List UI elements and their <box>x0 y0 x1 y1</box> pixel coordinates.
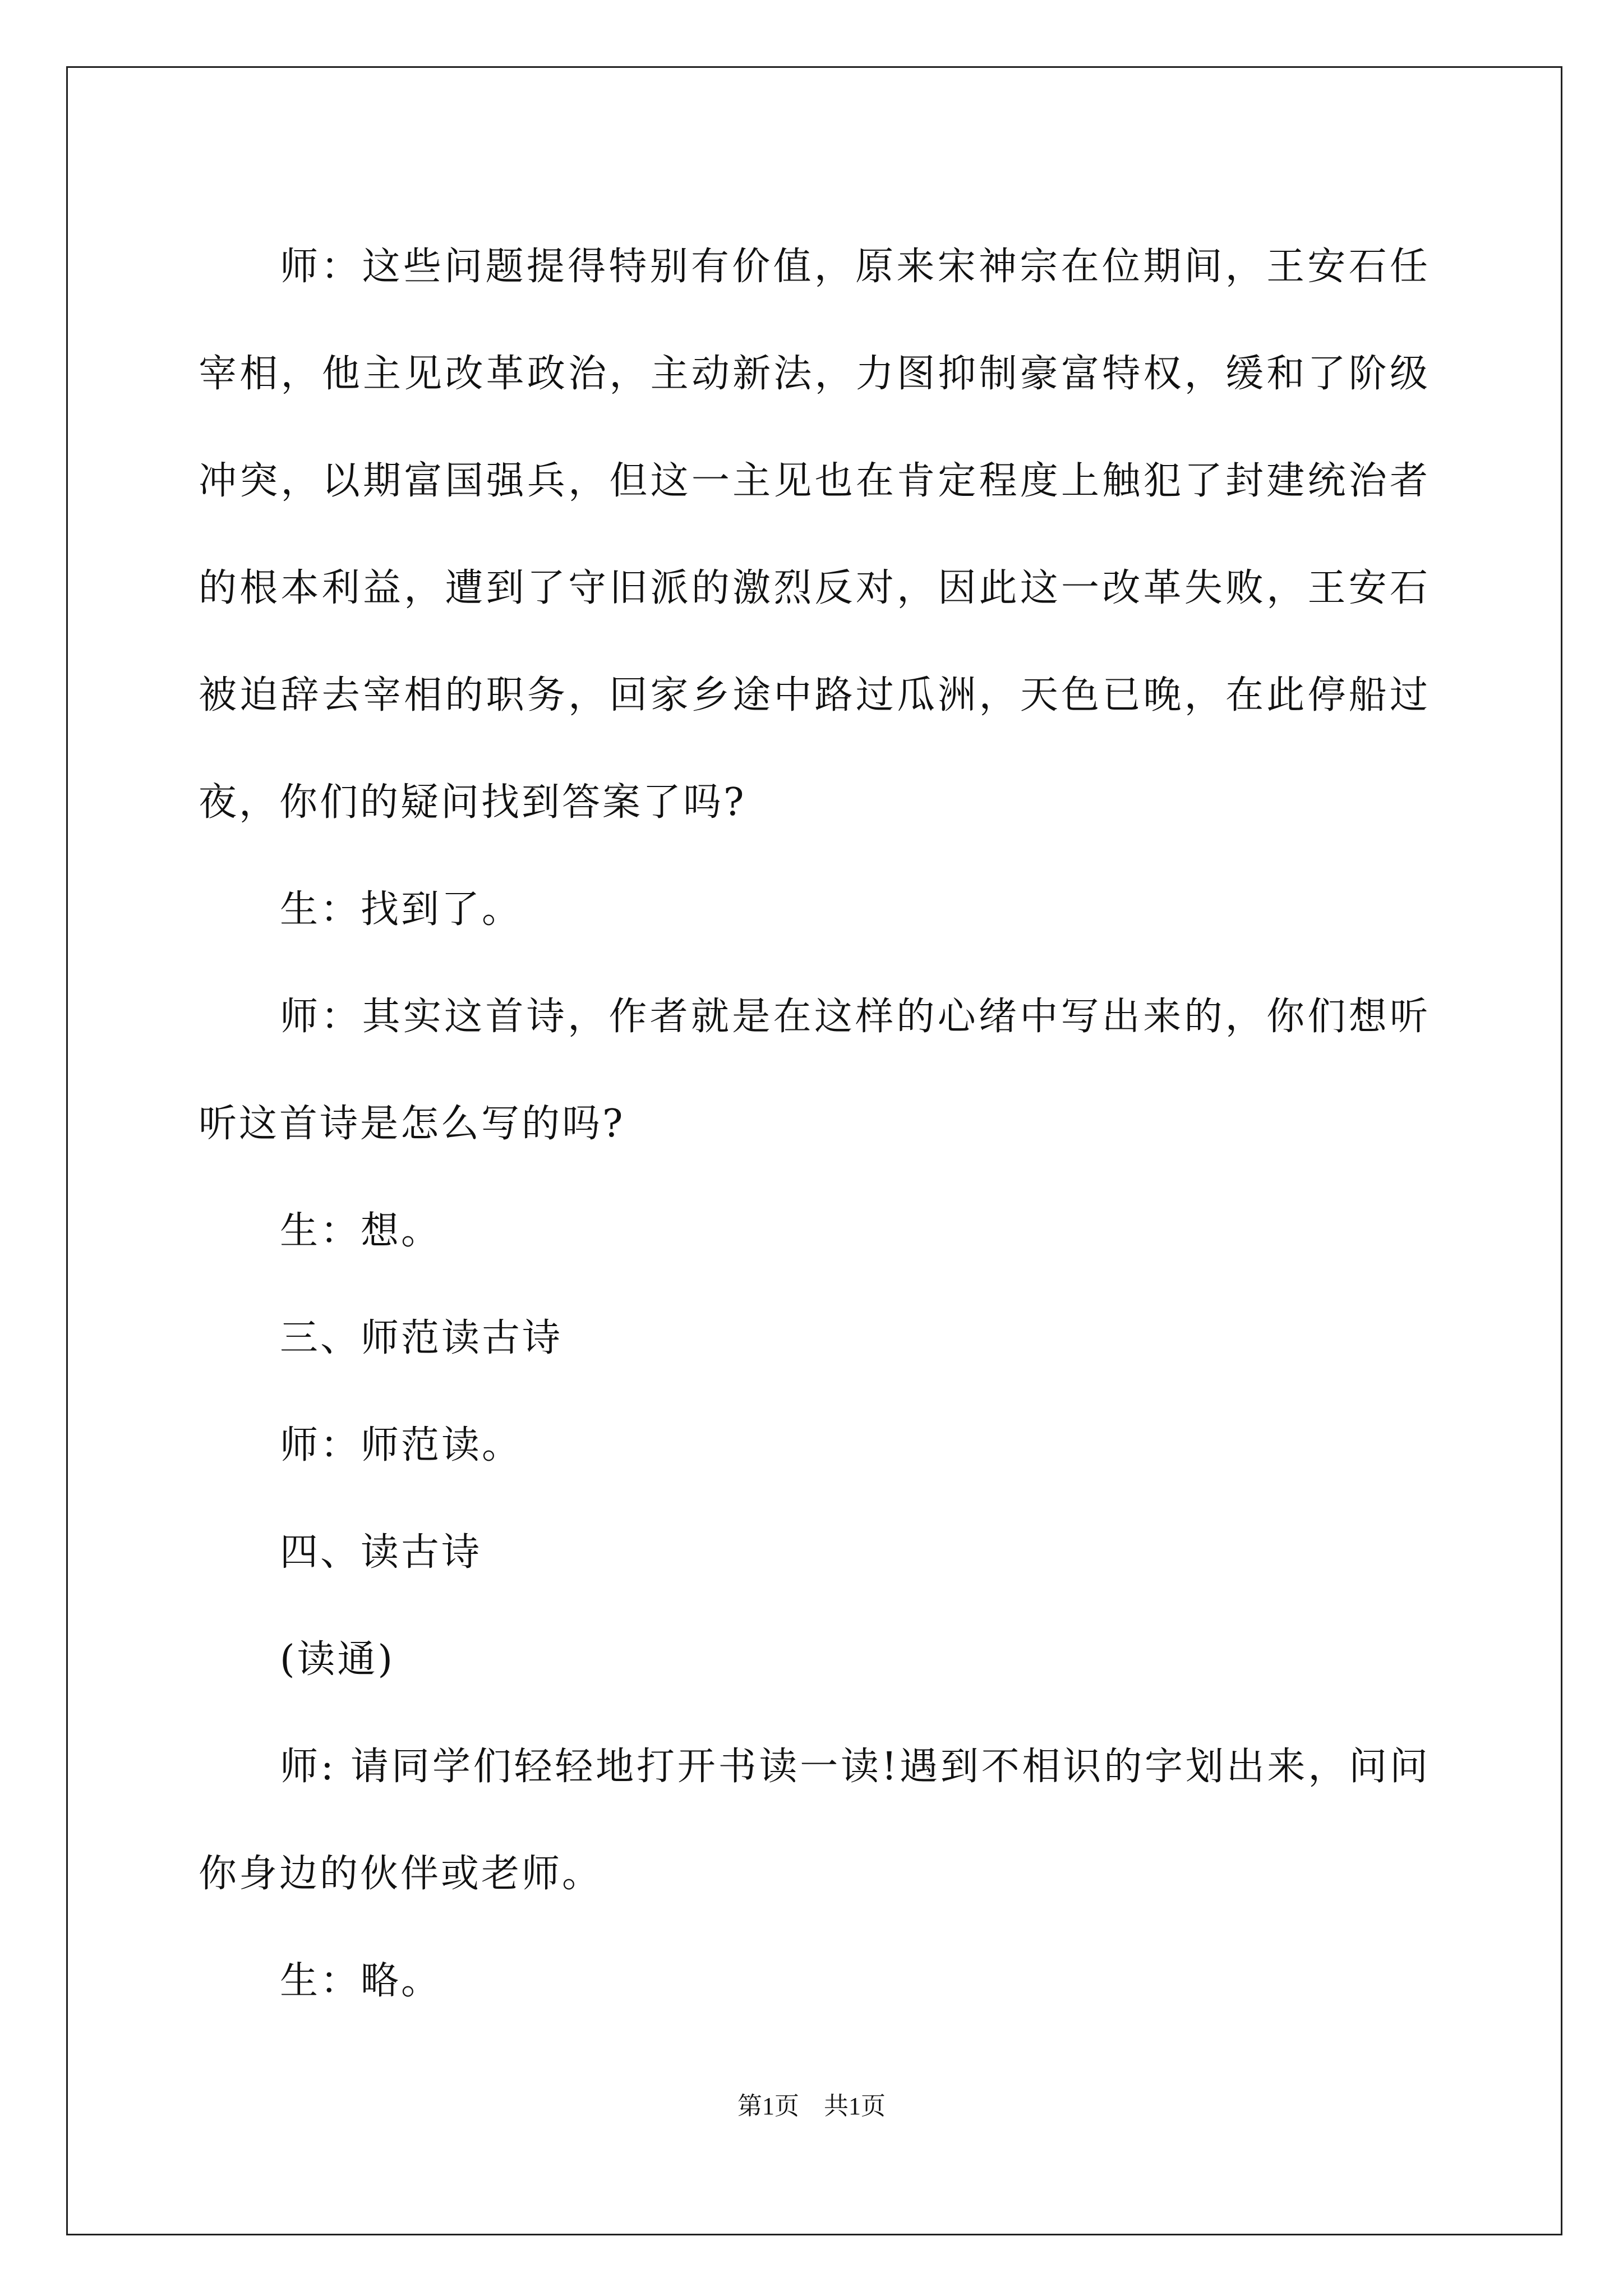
section-heading-model-reading: 三、师范读古诗 <box>280 1316 563 1360</box>
paragraph-teacher-instructions: 师: 请同学们轻轻地打开书读一读!遇到不相识的字划出来，问问你身边的伙伴或老师。 <box>199 1745 1430 1896</box>
paragraph-read-through: (读通) <box>280 1637 395 1682</box>
paragraph-student-found: 生：找到了。 <box>280 887 523 932</box>
paragraph-teacher-poem-intro: 师：其实这首诗，作者就是在这样的心绪中写出来的，你们想听听这首诗是怎么写的吗? <box>199 995 1430 1146</box>
document-body <box>199 213 1430 2035</box>
paragraph-student-want: 生：想。 <box>280 1209 442 1253</box>
paragraph-teacher-model-reading: 师：师范读。 <box>280 1423 523 1467</box>
paragraph-teacher-question-value: 师：这些问题提得特别有价值，原来宋神宗在位期间，王安石任宰相，他主见改革政治，主动新法，力图抑制豪富特权，缓和了阶级冲突，以期富国强兵，但这一主见也在肯定程度上触犯了封建统治者的根本利益，遭到了守旧派的激烈反对，因此这一改革失败，王安石被迫辞去宰相的职务，回家乡途中路过瓜洲，天色已晚，在此停船过夜，你们的疑问找到答案了吗? <box>199 245 1430 825</box>
paragraph-student-omitted: 生：略。 <box>280 1959 442 2003</box>
page-number-footer: 第1页 共1页 <box>737 2092 886 2120</box>
section-heading-read-poem: 四、读古诗 <box>280 1530 482 1575</box>
